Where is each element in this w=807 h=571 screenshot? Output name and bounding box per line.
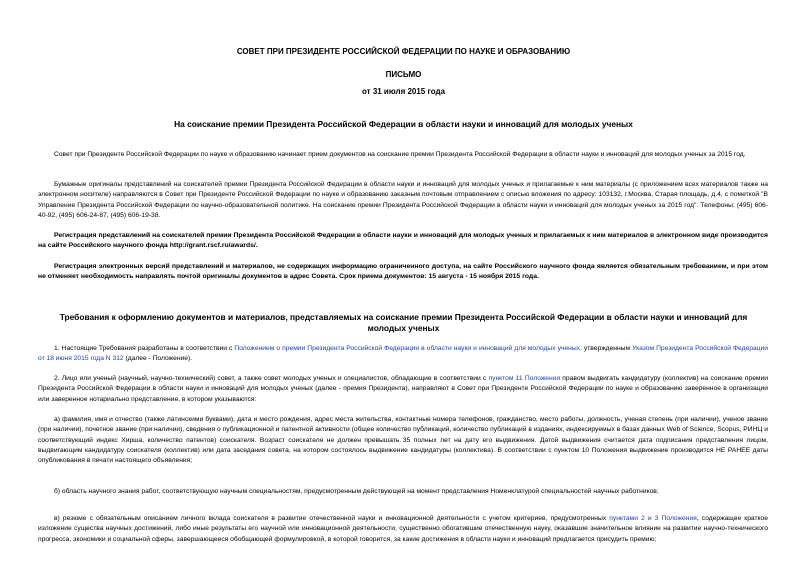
intro-paragraph-1: Совет при Президенте Российской Федерации по науке и образованию начинает прием документов на соискание премии Президента Российской Федерации в области науки и инноваций для молодых ученых за 2015 год. [54,151,746,158]
document-subject: На соискание премии Президента Российской Федерации в области науки и инноваций для молодых ученых [174,119,633,129]
requirement-item-a: а) фамилия, имя и отчество (также латинскими буквами), дата и место рождения, адрес места жительства, контактные номера телефонов, гражданство, место работы, должность, ученая степень (при наличии), ученое звание (при наличии), почетное звание (при наличии), сведения о публикационной и патентной активности (общее количество публикаций, количество публикаций в изданиях, индексируемых в базах данных Web of Science, Scopus, РИНЦ и соответствующий индекс Хирша, количество патентов) соискателя. Возраст соискателя не должен превышать 35 полных лет на дату его выдвижения. Датой выдвижения считается дата подписания представления лицом, выдвигающим кандидатуру соискателя (коллектив) или дата заседания совета, на котором состоялось выдвижение кандидатуры (коллектива). В соответствии с пунктом 10 Положения выдвижение производится НЕ РАНЕЕ даты опубликования в печати настоящего объявления; [38,416,768,465]
item-v-text-post: , содержащее краткое изложение существа научных достижений, либо иные результаты его научной или инновационной деятельности, существенно обогатившие отечественную науку, оказавшие значительное влияние на развитие научно-технического прогресса, экономики и социальной сферы, завершающееся обобщающей формулировкой, в которой говорится, за какие достижения в области науки и инноваций предлагается присудить премию; [38,515,769,543]
requirements-title: Требования к оформлению документов и материалов, представляемых на соискание премии Президента Российской Федерации в области науки и инноваций для молодых ученых [59,312,748,333]
item-1-text-post: (далее - Положение). [123,355,193,363]
document-date: от 31 июля 2015 года [361,87,446,96]
council-heading: СОВЕТ ПРИ ПРЕЗИДЕНТЕ РОССИЙСКОЙ ФЕДЕРАЦИИ ПО НАУКЕ И ОБРАЗОВАНИЮ [236,47,571,56]
intro-paragraph-3: Регистрация представлений на соискателей премии Президента Российской Федерации в области науки и инноваций для молодых ученых и прилагаемых к ним материалов в электронном виде производится на сайте Российского научного фонда http://grant.rscf.ru/awards/. [38,232,768,250]
item-1-text-pre: 1. Настоящие Требования разработаны в соответствии с [54,345,235,352]
item-v-text-pre: в) резюме с обязательным описанием личного вклада соискателя в развитие отечественной науки и инновационной деятельности с учетом критериев, предусмотренных [54,515,610,522]
intro-paragraph-4: Регистрация электронных версий представлений и материалов, не содержащих информацию ограниченного доступа, на сайте Российского научного фонда является обязательным требованием, и при этом не отменяет необходимость направлять почтой оригиналы документов в адрес Совета. Срок приема документов: 15 августа - 15 ноября 2015 года. [38,263,768,281]
polozhenie-link[interactable]: Положением о премии Президента Российской Федерации в области науки и инноваций для молодых ученых, [234,345,582,352]
requirement-item-v [38,514,768,545]
requirement-item-2 [38,374,768,405]
punkt-11-link[interactable]: пунктом 11 Положения [488,375,561,382]
intro-paragraph-2: Бумажные оригиналы представлений на соискателей премии Президента Российской Федерации в области науки и инноваций для молодых ученых и прилагаемые к ним материалы (с приложением всех материалов также на электронном носителе) направляются в Совет при Президенте Российской Федерации по науке и образованию заказным почтовым отправлением с описью вложения по адресу: 103132, г.Москва, Старая площадь, д.4, с пометкой "В Управление Президента Российской Федерации по научно-образовательной политике. На соискание премии Президента Российской Федерации в области науки и инноваций для молодых ученых за 2015 год". Телефоны: (495) 606-40-92, (495) 606-24-87, (495) 606-19-38. [38,181,768,219]
item-2-text-pre: 2. Лицо или ученый (научный, научно-технический) совет, а также совет молодых ученых и специалистов, обладающие в соответствии с [54,375,489,382]
item-1-text-mid: утвержденным [581,345,633,352]
document-type: ПИСЬМО [385,70,422,79]
item-2-text-post: правом выдвигать кандидатуру (коллектив) на соискание премии Президента Российской Федерации в области науки и инноваций для молодых ученых (далее - премия Президента), направляют в Совет при Президенте Российской Федерации по науке и образованию заверенное в организации или заверенное нотариально представление, в котором указываются: [38,375,768,403]
requirement-item-b: б) область научного знания работ, соответствующую научным специальностям, предусмотренным действующей на момент представления Номенклатурой специальностей научных работников; [54,488,659,495]
punkty-2-3-link[interactable]: пунктами 2 и 3 Положения [609,515,697,522]
requirement-item-1 [38,344,768,365]
ukaz-link[interactable]: Указом Президента Российской Федерации от 18 июня 2015 года N 312 [38,345,768,363]
